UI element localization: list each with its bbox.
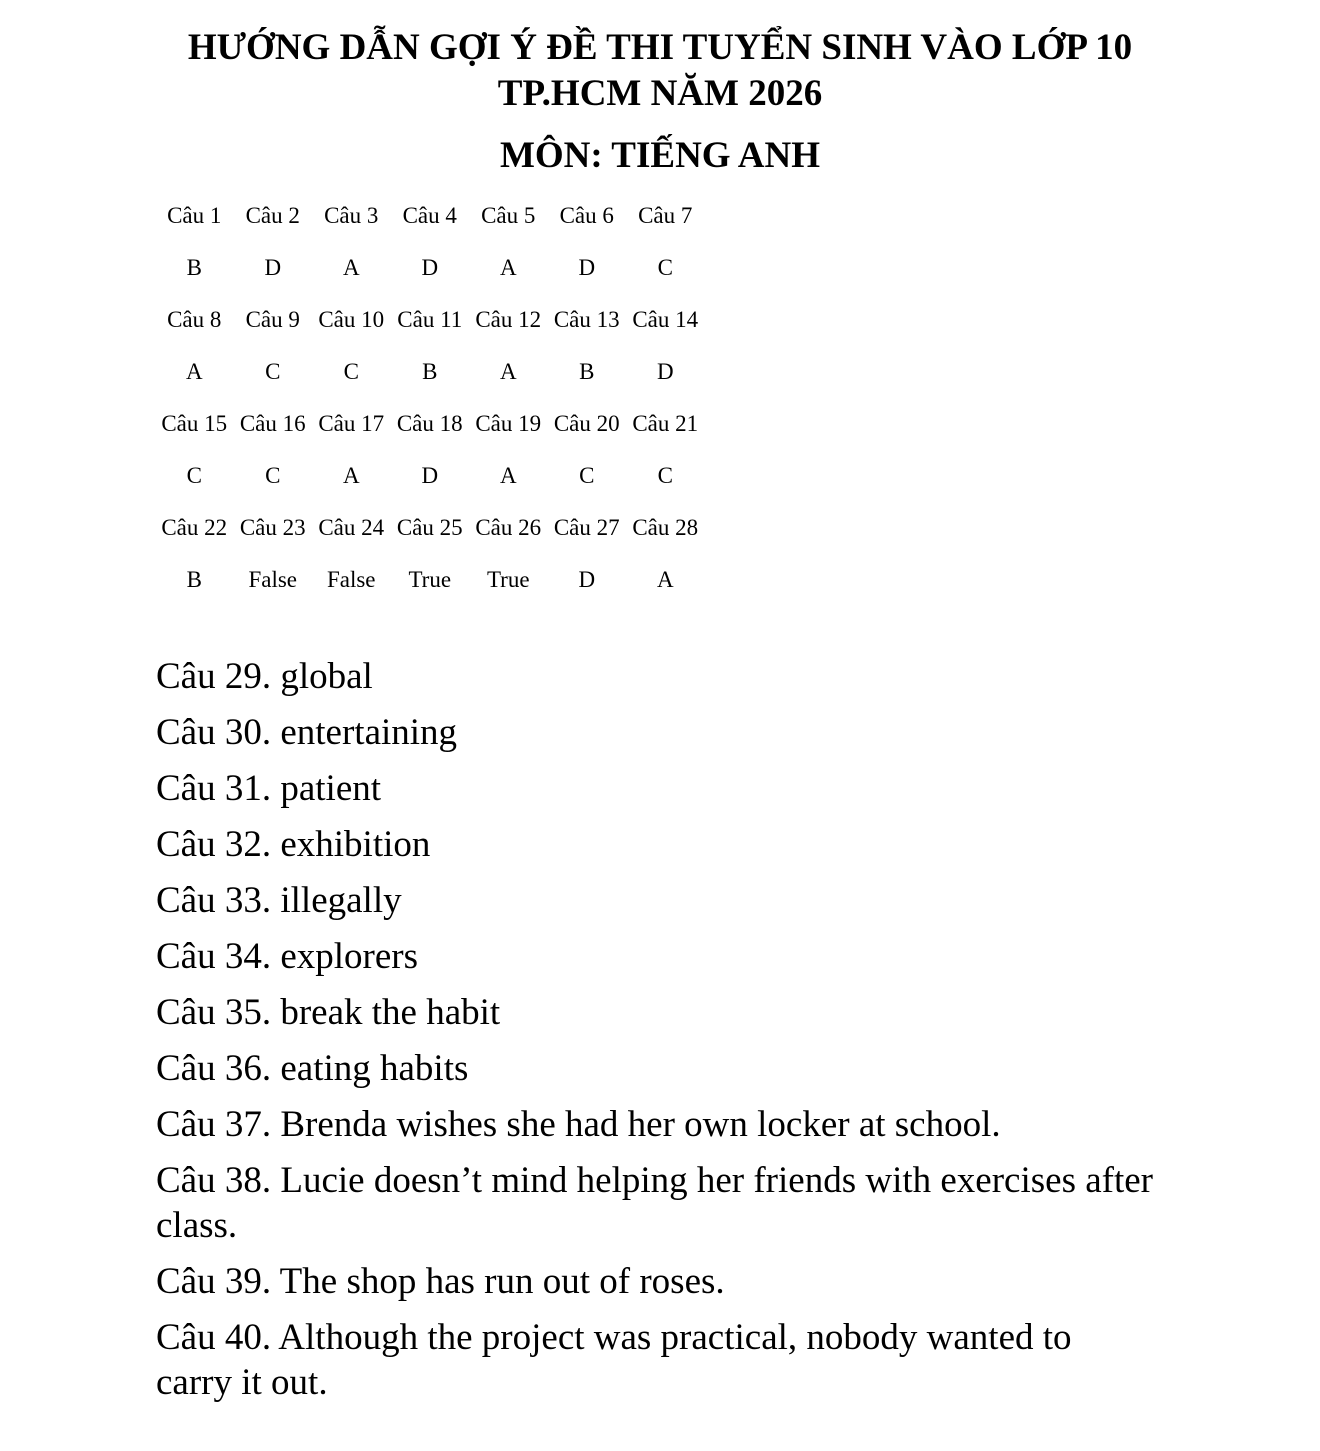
answer-cell: False	[248, 567, 298, 592]
question-number-cell: Câu 22	[161, 515, 228, 540]
question-number-cell: Câu 18	[396, 411, 463, 436]
written-answer-item: Câu 37. Brenda wishes she had her own locker at school.	[156, 1104, 1001, 1145]
document-title-line-2: TP.HCM NĂM 2026	[497, 73, 823, 114]
document-title-line-1: HƯỚNG DẪN GỢI Ý ĐỀ THI TUYỂN SINH VÀO LỚP 10	[187, 27, 1133, 68]
answer-cell: False	[326, 567, 376, 592]
answer-cell: A	[656, 567, 674, 592]
question-number-cell: Câu 12	[475, 307, 542, 332]
answer-cell: C	[186, 463, 202, 488]
question-number-cell: Câu 26	[475, 515, 542, 540]
written-answer-item: Câu 36. eating habits	[156, 1048, 469, 1089]
answer-cell: True	[408, 567, 452, 592]
question-number-cell: Câu 2	[245, 203, 300, 228]
written-answer-item: Câu 31. patient	[156, 768, 382, 809]
answer-cell: C	[343, 359, 359, 384]
answer-cell: C	[579, 463, 595, 488]
answer-cell: D	[421, 463, 439, 488]
answer-cell: D	[578, 567, 596, 592]
written-answer-item: Câu 29. global	[156, 656, 373, 697]
question-number-row	[155, 190, 705, 242]
answer-cell: B	[186, 255, 202, 280]
question-number-cell: Câu 25	[396, 515, 463, 540]
question-number-cell: Câu 23	[239, 515, 306, 540]
written-answer-item: Câu 40. Although the project was practical, nobody wanted to carry it out.	[156, 1317, 1072, 1403]
question-number-cell: Câu 5	[481, 203, 536, 228]
question-number-cell: Câu 20	[553, 411, 620, 436]
written-answer-item: Câu 38. Lucie doesn’t mind helping her friends with exercises after class.	[156, 1160, 1153, 1246]
question-number-cell: Câu 17	[318, 411, 385, 436]
written-answer-item: Câu 30. entertaining	[156, 712, 458, 753]
answer-cell: A	[499, 463, 517, 488]
answer-cell: True	[486, 567, 530, 592]
question-number-cell: Câu 13	[553, 307, 620, 332]
question-number-cell: Câu 21	[632, 411, 699, 436]
question-number-cell: Câu 6	[559, 203, 614, 228]
answer-cell: A	[342, 463, 360, 488]
question-number-cell: Câu 15	[161, 411, 228, 436]
written-answer-item: Câu 35. break the habit	[156, 992, 501, 1033]
answer-cell: B	[186, 567, 202, 592]
question-number-row	[155, 294, 705, 346]
answer-cell: D	[656, 359, 674, 384]
answer-cell: D	[578, 255, 596, 280]
answer-cell: A	[342, 255, 360, 280]
answer-cell: C	[657, 255, 673, 280]
question-number-cell: Câu 9	[245, 307, 300, 332]
answer-cell: A	[499, 359, 517, 384]
answer-cell: C	[265, 359, 281, 384]
answer-cell: C	[265, 463, 281, 488]
question-number-cell: Câu 3	[324, 203, 379, 228]
answer-cell: D	[421, 255, 439, 280]
question-number-cell: Câu 1	[167, 203, 222, 228]
question-number-cell: Câu 19	[475, 411, 542, 436]
written-answer-item: Câu 39. The shop has run out of roses.	[156, 1261, 725, 1302]
answer-cell: D	[264, 255, 282, 280]
subject-heading: MÔN: TIẾNG ANH	[499, 135, 820, 176]
question-number-row	[155, 398, 705, 450]
answer-row	[155, 450, 705, 502]
question-number-cell: Câu 11	[397, 307, 463, 332]
question-number-cell: Câu 14	[632, 307, 699, 332]
answer-cell: B	[579, 359, 595, 384]
question-number-cell: Câu 27	[553, 515, 620, 540]
answer-cell: B	[422, 359, 438, 384]
answer-key-table	[155, 190, 705, 606]
question-number-cell: Câu 4	[402, 203, 457, 228]
written-answer-item: Câu 32. exhibition	[156, 824, 431, 865]
written-answer-item: Câu 34. explorers	[156, 936, 419, 977]
answer-cell: A	[185, 359, 203, 384]
question-number-cell: Câu 24	[318, 515, 385, 540]
answer-row	[155, 242, 705, 294]
answer-cell: C	[657, 463, 673, 488]
question-number-cell: Câu 10	[318, 307, 385, 332]
question-number-cell: Câu 8	[167, 307, 222, 332]
question-number-cell: Câu 16	[239, 411, 306, 436]
question-number-row	[155, 502, 705, 554]
answer-row	[155, 554, 705, 606]
answer-cell: A	[499, 255, 517, 280]
question-number-cell: Câu 28	[632, 515, 699, 540]
written-answers-list	[156, 654, 1156, 1416]
question-number-cell: Câu 7	[638, 203, 693, 228]
written-answer-item: Câu 33. illegally	[156, 880, 402, 921]
answer-row	[155, 346, 705, 398]
